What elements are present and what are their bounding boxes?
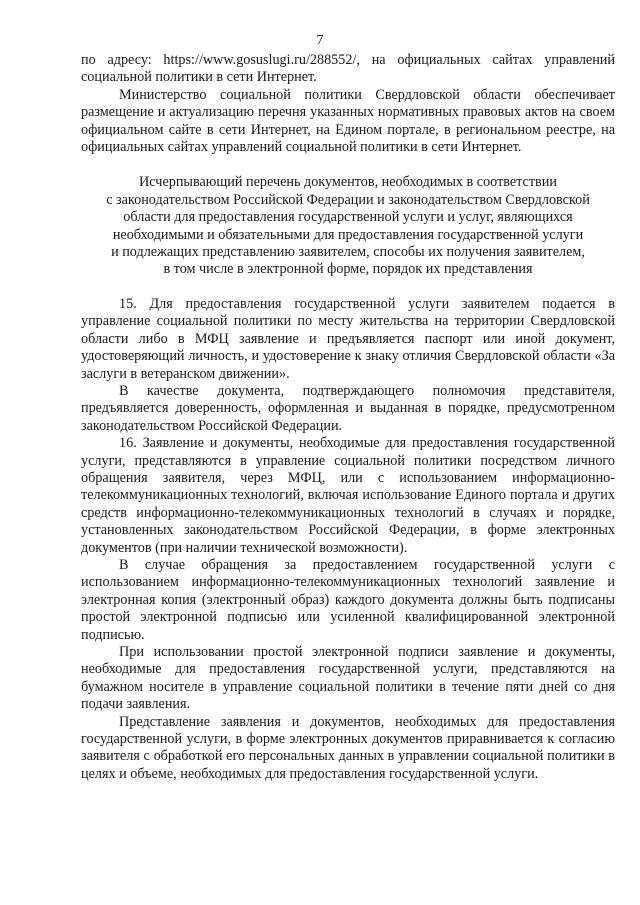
section-heading (81, 174, 615, 278)
document-body (81, 52, 615, 783)
heading-line: и подлежащих представлению заявителем, способы их получения заявителем, (111, 244, 585, 261)
paragraph-item-16: 16. Заявление и документы, необходимые для предоставления государственной услуги, представляются в управление социальной политики посредством личного обращения заявителя, через МФЦ, или с использованием информационно-телекоммуникационных технологий, включая использование Единого портала и других средств информационно-телекоммуникационных технологий в случаях и порядке, установленных законодательством Российской Федерации, в форме электронных документов (при наличии технической возможности). (81, 435, 615, 556)
paragraph: В случае обращения за предоставлением государственной услуги с использованием информационно-телекоммуникационных технологий заявление и электронная копия (электронный образ) каждого документа должны быть подписаны простой электронной подписью или усиленной квалифицированной электронной подписью. (81, 556, 615, 643)
paragraph: При использовании простой электронной подписи заявление и документы, необходимые для предоставления государственной услуги, представляются на бумажном носителе в управление социальной политики в течение пяти дней со дня подачи заявления. (81, 644, 615, 713)
paragraph: В качестве документа, подтверждающего полномочия представителя, предъявляется доверенность, оформленная и выданная в порядке, предусмотренном законодательством Российской Федерации. (81, 382, 615, 434)
heading-line: с законодательством Российской Федерации и законодательством Свердловской (106, 191, 590, 208)
paragraph-item-15: 15. Для предоставления государственной услуги заявителем подается в управление социальной политики по месту жительства на территории Свердловской области либо в МФЦ заявление и предъявляется паспорт или иной документ, удостоверяющий личность, и удостоверение к знаку отличия Свердловской области «За заслуги в ветеранском движении». (81, 295, 615, 382)
paragraph: Министерство социальной политики Свердловской области обеспечивает размещение и актуализацию перечня указанных нормативных правовых актов на своем официальном сайте в сети Интернет, на Едином портале, в региональном реестре, на официальных сайтах управлений социальной политики в сети Интернет. (81, 86, 615, 156)
heading-line: Исчерпывающий перечень документов, необходимых в соответствии (139, 174, 557, 191)
paragraph-continuation: по адресу: https://www.gosuslugi.ru/288552/, на официальных сайтах управлений социальной политики в сети Интернет. (81, 52, 615, 86)
heading-line: необходимыми и обязательными для предоставления государственной услуги (112, 226, 584, 243)
paragraph: Представление заявления и документов, необходимых для предоставления государственной услуги, в форме электронных документов приравнивается к согласию заявителя с обработкой его персональных данных в управлении социальной политики в целях и объеме, необходимых для предоставления государственной услуги. (81, 713, 615, 782)
page-number: 7 (316, 33, 324, 48)
heading-line: области для предоставления государственной услуги и услуг, являющихся (123, 209, 573, 226)
heading-line: в том числе в электронной форме, порядок их представления (163, 261, 533, 278)
